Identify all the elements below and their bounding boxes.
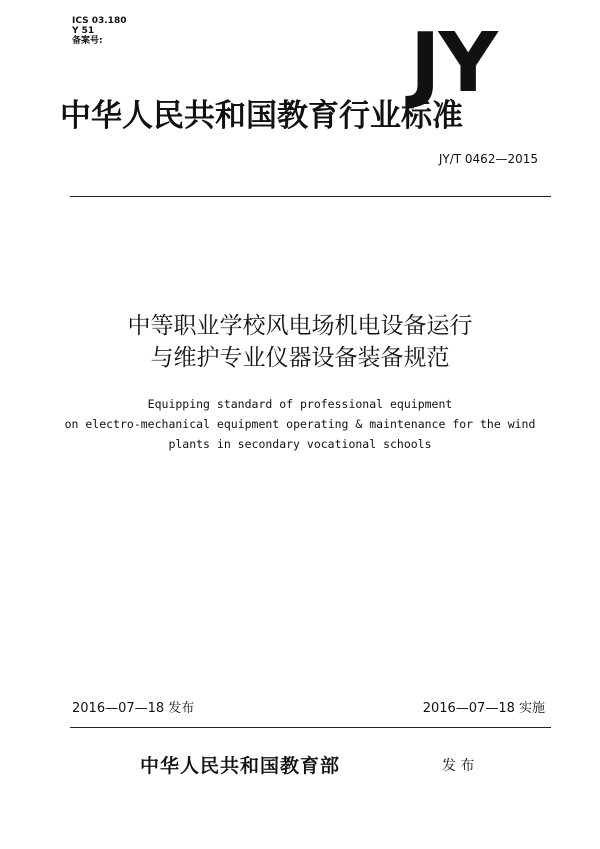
document-title-zh-line2: 与维护专业仪器设备装备规范 — [150, 345, 450, 371]
document-title-en-line3: plants in secondary vocational schools — [168, 437, 432, 451]
standard-category-title: 中华人民共和国教育行业标准 — [60, 98, 463, 134]
document-title-zh-line1: 中等职业学校风电场机电设备运行 — [127, 313, 473, 339]
document-title-en-line1: Equipping standard of professional equipment — [147, 397, 453, 411]
issuing-authority: 中华人民共和国教育部 — [140, 755, 341, 777]
classification-code: Y 51 — [72, 26, 95, 36]
bottom-divider — [70, 727, 551, 728]
top-divider — [70, 196, 551, 197]
document-title-en-line2: on electro-mechanical equipment operating & maintenance for the wind — [64, 417, 536, 431]
jy-logo: JY — [410, 16, 496, 111]
ics-code: ICS 03.180 — [72, 16, 127, 26]
publish-date: 2016—07—18 发布 — [72, 701, 195, 716]
issued-label: 发 布 — [442, 758, 475, 774]
implement-date: 2016—07—18 实施 — [422, 701, 545, 716]
standard-code: JY/T 0462—2015 — [438, 152, 538, 166]
filing-number-label: 备案号: — [72, 36, 103, 46]
